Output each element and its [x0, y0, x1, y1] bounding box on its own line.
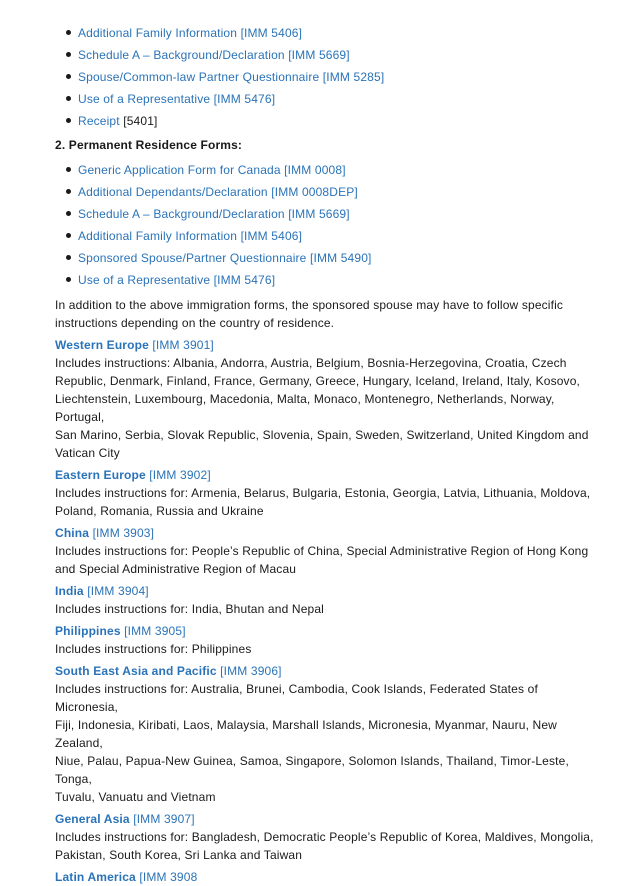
region-link[interactable]: General Asia: [55, 812, 130, 826]
list-item: [66, 269, 598, 291]
region-form-code: [IMM 3908: [135, 870, 198, 884]
region-line: Includes instructions for: Australia, Brunei, Cambodia, Cook Islands, Federated States of Micronesia,: [55, 682, 538, 714]
region-latin-america: [55, 868, 598, 886]
region-western-europe: [55, 336, 598, 462]
region-line: Liechtenstein, Luxembourg, Macedonia, Malta, Monaco, Montenegro, Netherlands, Norway, Portugal,: [55, 392, 555, 424]
form-link[interactable]: Use of a Representative [IMM 5476]: [78, 92, 276, 106]
region-line: Niue, Palau, Papua-New Guinea, Samoa, Singapore, Solomon Islands, Thailand, Timor-Leste, Tonga,: [55, 754, 569, 786]
list-item: [66, 22, 598, 44]
form-link[interactable]: Schedule A – Background/Declaration [IMM 5669]: [78, 207, 350, 221]
region-line: Republic, Denmark, Finland, France, Germany, Greece, Hungary, Iceland, Ireland, Italy, Kosovo,: [55, 374, 580, 388]
region-link[interactable]: China: [55, 526, 90, 540]
list-item: [66, 44, 598, 66]
region-line: Pakistan, South Korea, Sri Lanka and Taiwan: [55, 848, 303, 862]
form-code: [5401]: [119, 114, 158, 128]
region-line: San Marino, Serbia, Slovak Republic, Slovenia, Spain, Sweden, Switzerland, United Kingdom and: [55, 428, 589, 442]
form-link[interactable]: Sponsored Spouse/Partner Questionnaire [IMM 5490]: [78, 251, 372, 265]
region-link[interactable]: South East Asia and Pacific: [55, 664, 217, 678]
region-line: Includes instructions for: India, Bhutan and Nepal: [55, 602, 324, 616]
pr-form-list: [55, 159, 598, 291]
region-philippines: [55, 622, 598, 658]
region-line: Includes instructions for: Bangladesh, Democratic People’s Republic of Korea, Maldives, Mongolia,: [55, 830, 594, 844]
region-line: and Special Administrative Region of Macau: [55, 562, 297, 576]
section-heading: 2. Permanent Residence Forms:: [55, 138, 243, 152]
region-form-code: [IMM 3901]: [148, 338, 214, 352]
region-form-code: [IMM 3905]: [120, 624, 186, 638]
form-link[interactable]: Additional Family Information [IMM 5406]: [78, 229, 303, 243]
region-general-asia: [55, 810, 598, 864]
list-item: [66, 247, 598, 269]
list-item: [66, 203, 598, 225]
region-line: Fiji, Indonesia, Kiribati, Laos, Malaysia, Marshall Islands, Micronesia, Myanmar, Nauru, New Zealand,: [55, 718, 557, 750]
top-form-list: [55, 22, 598, 132]
list-item: [66, 181, 598, 203]
region-form-code: [IMM 3906]: [216, 664, 282, 678]
list-item: [66, 159, 598, 181]
region-link[interactable]: India: [55, 584, 84, 598]
region-form-code: [IMM 3902]: [145, 468, 211, 482]
form-link[interactable]: Use of a Representative [IMM 5476]: [78, 273, 276, 287]
region-line: Tuvalu, Vanuatu and Vietnam: [55, 790, 216, 804]
region-link[interactable]: Latin America: [55, 870, 136, 884]
form-link[interactable]: Spouse/Common-law Partner Questionnaire [IMM 5285]: [78, 70, 385, 84]
region-india: [55, 582, 598, 618]
region-line: Poland, Romania, Russia and Ukraine: [55, 504, 264, 518]
form-link[interactable]: Schedule A – Background/Declaration [IMM 5669]: [78, 48, 350, 62]
list-item: [66, 66, 598, 88]
region-line: Includes instructions for: People’s Republic of China, Special Administrative Region of Hong Kong: [55, 544, 589, 558]
list-item: [66, 88, 598, 110]
region-line: Includes instructions for: Armenia, Belarus, Bulgaria, Estonia, Georgia, Latvia, Lithuania, Moldova,: [55, 486, 591, 500]
region-line: Includes instructions for: Philippines: [55, 642, 252, 656]
region-eastern-europe: [55, 466, 598, 520]
list-item: [66, 110, 598, 132]
form-link[interactable]: Additional Dependants/Declaration [IMM 0008DEP]: [78, 185, 358, 199]
region-line: Vatican City: [55, 446, 120, 460]
region-form-code: [IMM 3903]: [89, 526, 155, 540]
form-link[interactable]: Additional Family Information [IMM 5406]: [78, 26, 303, 40]
region-link[interactable]: Philippines: [55, 624, 121, 638]
region-link[interactable]: Western Europe: [55, 338, 149, 352]
region-link[interactable]: Eastern Europe: [55, 468, 146, 482]
intro-paragraph: In addition to the above immigration forms, the sponsored spouse may have to follow specific instructions depending on the country of residence.: [55, 298, 564, 330]
form-link[interactable]: Generic Application Form for Canada [IMM 0008]: [78, 163, 346, 177]
region-form-code: [IMM 3904]: [83, 584, 149, 598]
region-china: [55, 524, 598, 578]
region-south-east-asia-pacific: [55, 662, 598, 806]
region-line: Includes instructions: Albania, Andorra, Austria, Belgium, Bosnia-Herzegovina, Croatia, Czech: [55, 356, 567, 370]
region-form-code: [IMM 3907]: [129, 812, 195, 826]
list-item: [66, 225, 598, 247]
form-link[interactable]: Receipt: [78, 114, 120, 128]
